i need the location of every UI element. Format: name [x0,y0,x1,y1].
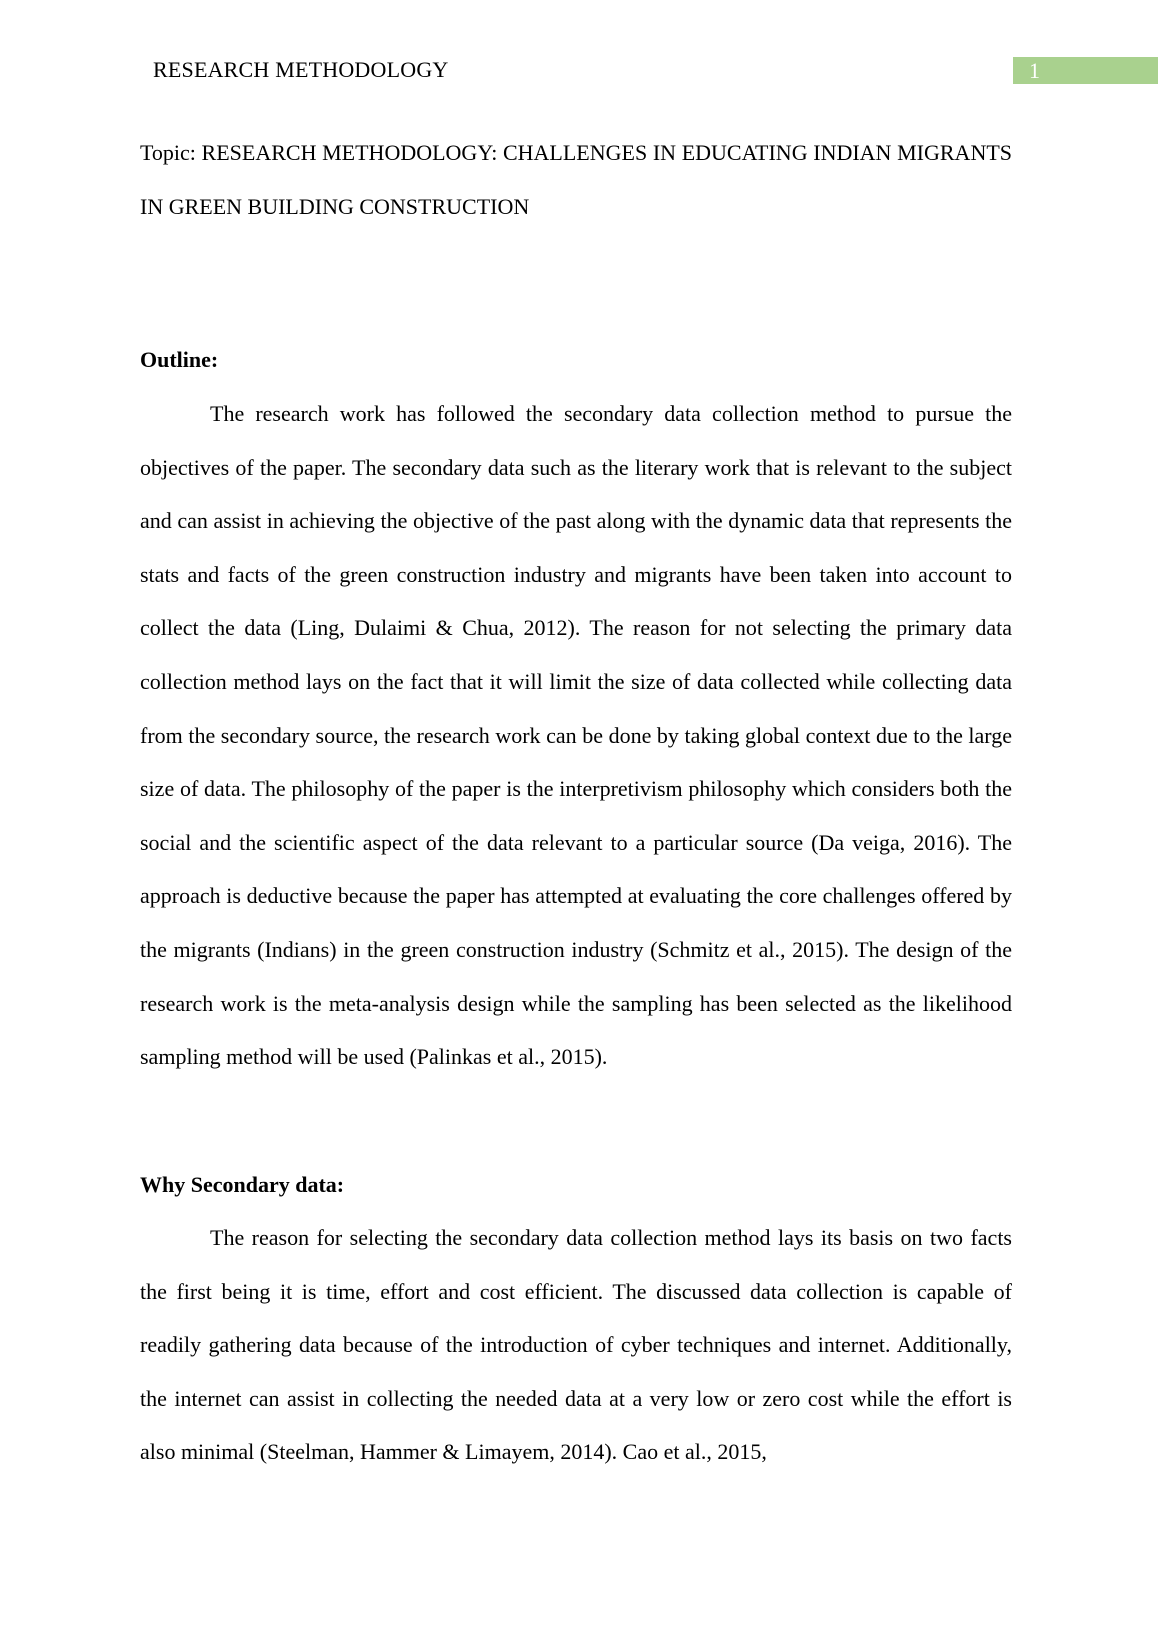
page-number-bar [1013,57,1158,84]
outline-paragraph: The research work has followed the secondary data collection method to pursue the objectives of the paper. The secondary data such as the literary work that is relevant to the subject and can assist in achieving the objective of the past along with the dynamic data that represents the stats and facts of the green construction industry and migrants have been taken into account to collect the data (Ling, Dulaimi & Chua, 2012). The reason for not selecting the primary data collection method lays on the fact that it will limit the size of data collected while collecting data from the secondary source, the research work can be done by taking global context due to the large size of data. The philosophy of the paper is the interpretivism philosophy which considers both the social and the scientific aspect of the data relevant to a particular source (Da veiga, 2016). The approach is deductive because the paper has attempted at evaluating the core challenges offered by the migrants (Indians) in the green construction industry (Schmitz et al., 2015). The design of the research work is the meta-analysis design while the sampling has been selected as the likelihood sampling method will be used (Palinkas et al., 2015). [140,401,1012,1070]
topic-line: Topic: RESEARCH METHODOLOGY: CHALLENGES IN EDUCATING INDIAN MIGRANTS IN GREEN BUILDING CONSTRUCTION [140,140,1012,219]
section-heading-outline: Outline: [140,347,219,372]
page-number: 1 [1029,58,1040,83]
running-header-title: RESEARCH METHODOLOGY [153,57,449,82]
secondary-data-paragraph: The reason for selecting the secondary data collection method lays its basis on two facts the first being it is time, effort and cost efficient. The discussed data collection is capable of readily gathering data because of the introduction of cyber techniques and internet. Additionally, the internet can assist in collecting the needed data at a very low or zero cost while the effort is also minimal (Steelman, Hammer & Limayem, 2014). Cao et al., 2015, [140,1225,1012,1465]
section-heading-why-secondary-data: Why Secondary data: [140,1172,345,1197]
